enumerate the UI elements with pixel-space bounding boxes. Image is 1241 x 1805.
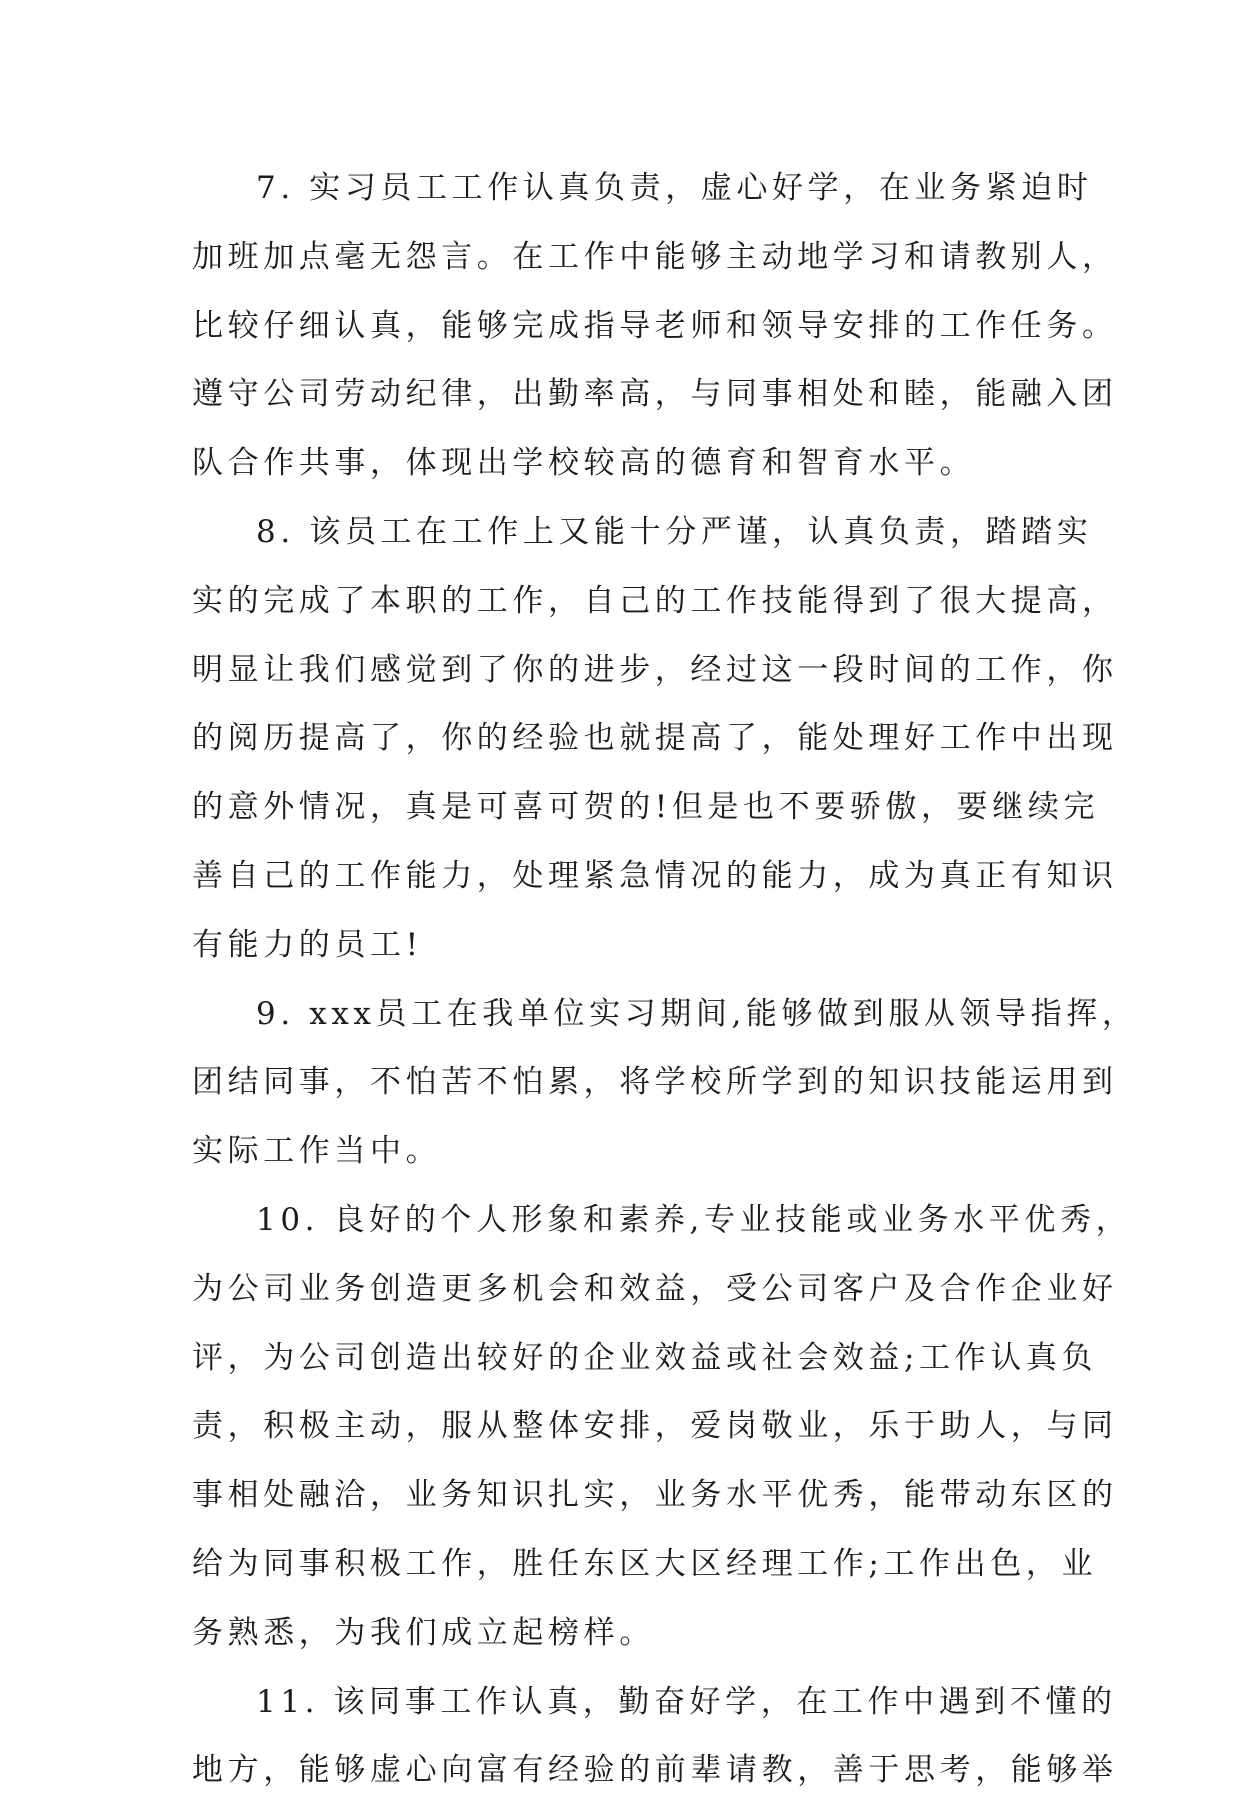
paragraph-line: 遵守公司劳动纪律，出勤率高，与同事相处和睦，能融入团: [192, 376, 1118, 413]
paragraph-line: 9. xxx员工在我单位实习期间,能够做到服从领导指挥，: [256, 995, 1138, 1032]
paragraph-line: 责，积极主动，服从整体安排，爱岗敬业，乐于助人，与同: [192, 1408, 1118, 1445]
paragraph-line: 的意外情况，真是可喜可贺的!但是也不要骄傲，要继续完: [192, 789, 1100, 826]
paragraph-line: 地方，能够虚心向富有经验的前辈请教，善于思考，能够举: [192, 1752, 1118, 1789]
paragraph-line: 为公司业务创造更多机会和效益，受公司客户及合作企业好: [192, 1270, 1118, 1307]
paragraph-line: 实的完成了本职的工作，自己的工作技能得到了很大提高，: [192, 582, 1118, 619]
paragraph-line: 务熟悉，为我们成立起榜样。: [192, 1614, 655, 1651]
document-body: [192, 154, 1138, 1805]
paragraph-line: 队合作共事，体现出学校较高的德育和智育水平。: [192, 445, 976, 482]
paragraph-line: 比较仔细认真，能够完成指导老师和领导安排的工作任务。: [192, 307, 1118, 344]
paragraph-line: 有能力的员工!: [192, 926, 423, 963]
paragraph-line: 的阅历提高了，你的经验也就提高了，能处理好工作中出现: [192, 720, 1118, 757]
paragraph-line: 8. 该员工在工作上又能十分严谨，认真负责，踏踏实: [256, 513, 1093, 550]
paragraph-line: 加班加点毫无怨言。在工作中能够主动地学习和请教别人，: [192, 238, 1118, 275]
paragraph-line: 实际工作当中。: [192, 1133, 442, 1170]
paragraph-line: 善自己的工作能力，处理紧急情况的能力，成为真正有知识: [192, 857, 1118, 894]
paragraph-9: [192, 980, 1138, 1186]
paragraph-line: 事相处融洽，业务知识扎实，业务水平优秀，能带动东区的: [192, 1477, 1118, 1514]
paragraph-line: 明显让我们感觉到了你的进步，经过这一段时间的工作，你: [192, 651, 1118, 688]
paragraph-8: [192, 498, 1118, 980]
paragraph-line: 团结同事，不怕苦不怕累，将学校所学到的知识技能运用到: [192, 1064, 1118, 1101]
paragraph-line: 7. 实习员工工作认真负责，虚心好学，在业务紧迫时: [256, 170, 1093, 206]
paragraph-line: 11. 该同事工作认真，勤奋好学，在工作中遇到不懂的: [256, 1683, 1117, 1720]
paragraph-11: [192, 1668, 1118, 1805]
paragraph-line: 评，为公司创造出较好的企业效益或社会效益;工作认真负: [192, 1339, 1098, 1376]
paragraph-line: 给为同事积极工作，胜任东区大区经理工作;工作出色，业: [192, 1545, 1098, 1582]
paragraph-10: [192, 1186, 1132, 1668]
paragraph-line: 10. 良好的个人形象和素养,专业技能或业务水平优秀，: [256, 1201, 1132, 1238]
paragraph-7: [192, 154, 1118, 498]
